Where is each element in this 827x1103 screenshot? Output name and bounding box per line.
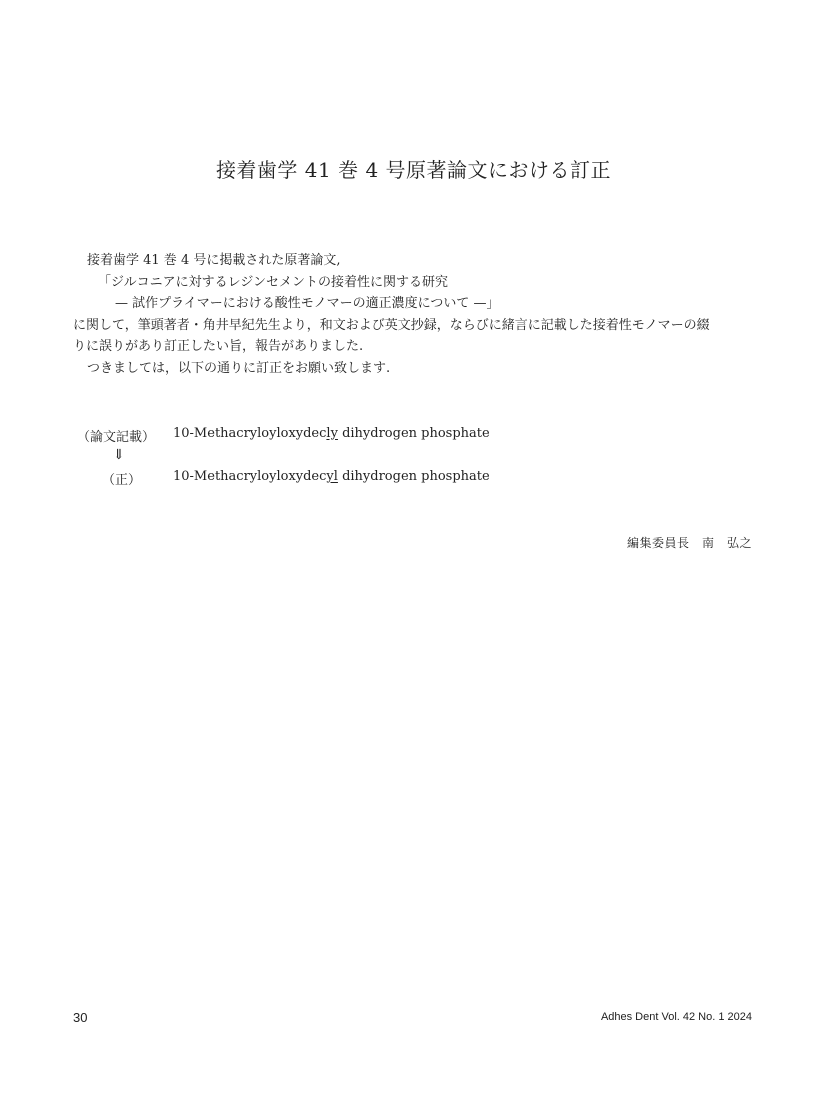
corrected-text-fix: yl xyxy=(326,469,338,484)
editor-signature: 編集委員長 南 弘之 xyxy=(626,536,752,550)
body-line-2: 「ジルコニアに対するレジンセメントの接着性に関する研究 xyxy=(98,274,449,290)
original-text xyxy=(173,426,490,441)
body-line-6: つきましては，以下の通りに訂正をお願い致します. xyxy=(87,360,391,376)
body-line-3: — 試作プライマーにおける酸性モノマーの適正濃度について —」 xyxy=(115,296,500,311)
journal-citation: Adhes Dent Vol. 42 No. 1 2024 xyxy=(600,1011,752,1023)
body-line-4: に関して，筆頭著者・角井早紀先生より，和文および英文抄録，ならびに緒言に記載した接着性モノマーの綴 xyxy=(73,317,710,333)
original-text-error: ly xyxy=(326,426,338,441)
down-arrow-icon: ⇓ xyxy=(113,447,125,463)
body-line-1: 接着歯学 41 巻 4 号に掲載された原著論文, xyxy=(87,253,341,268)
corrected-text-prefix: 10-Methacryloyloxydec xyxy=(173,469,327,484)
corrected-text-suffix: dihydrogen phosphate xyxy=(337,469,490,484)
page-title: 接着歯学 41 巻 4 号原著論文における訂正 xyxy=(215,158,612,182)
original-text-suffix: dihydrogen phosphate xyxy=(337,426,490,441)
corrected-label: （正） xyxy=(102,473,142,488)
notice-body xyxy=(73,250,758,379)
original-text-prefix: 10-Methacryloyloxydec xyxy=(173,426,327,441)
original-label: （論文記載） xyxy=(77,430,156,445)
body-line-5: りに誤りがあり訂正したい旨，報告がありました. xyxy=(73,339,364,354)
corrected-text xyxy=(173,469,490,484)
page-number: 30 xyxy=(73,1010,88,1025)
